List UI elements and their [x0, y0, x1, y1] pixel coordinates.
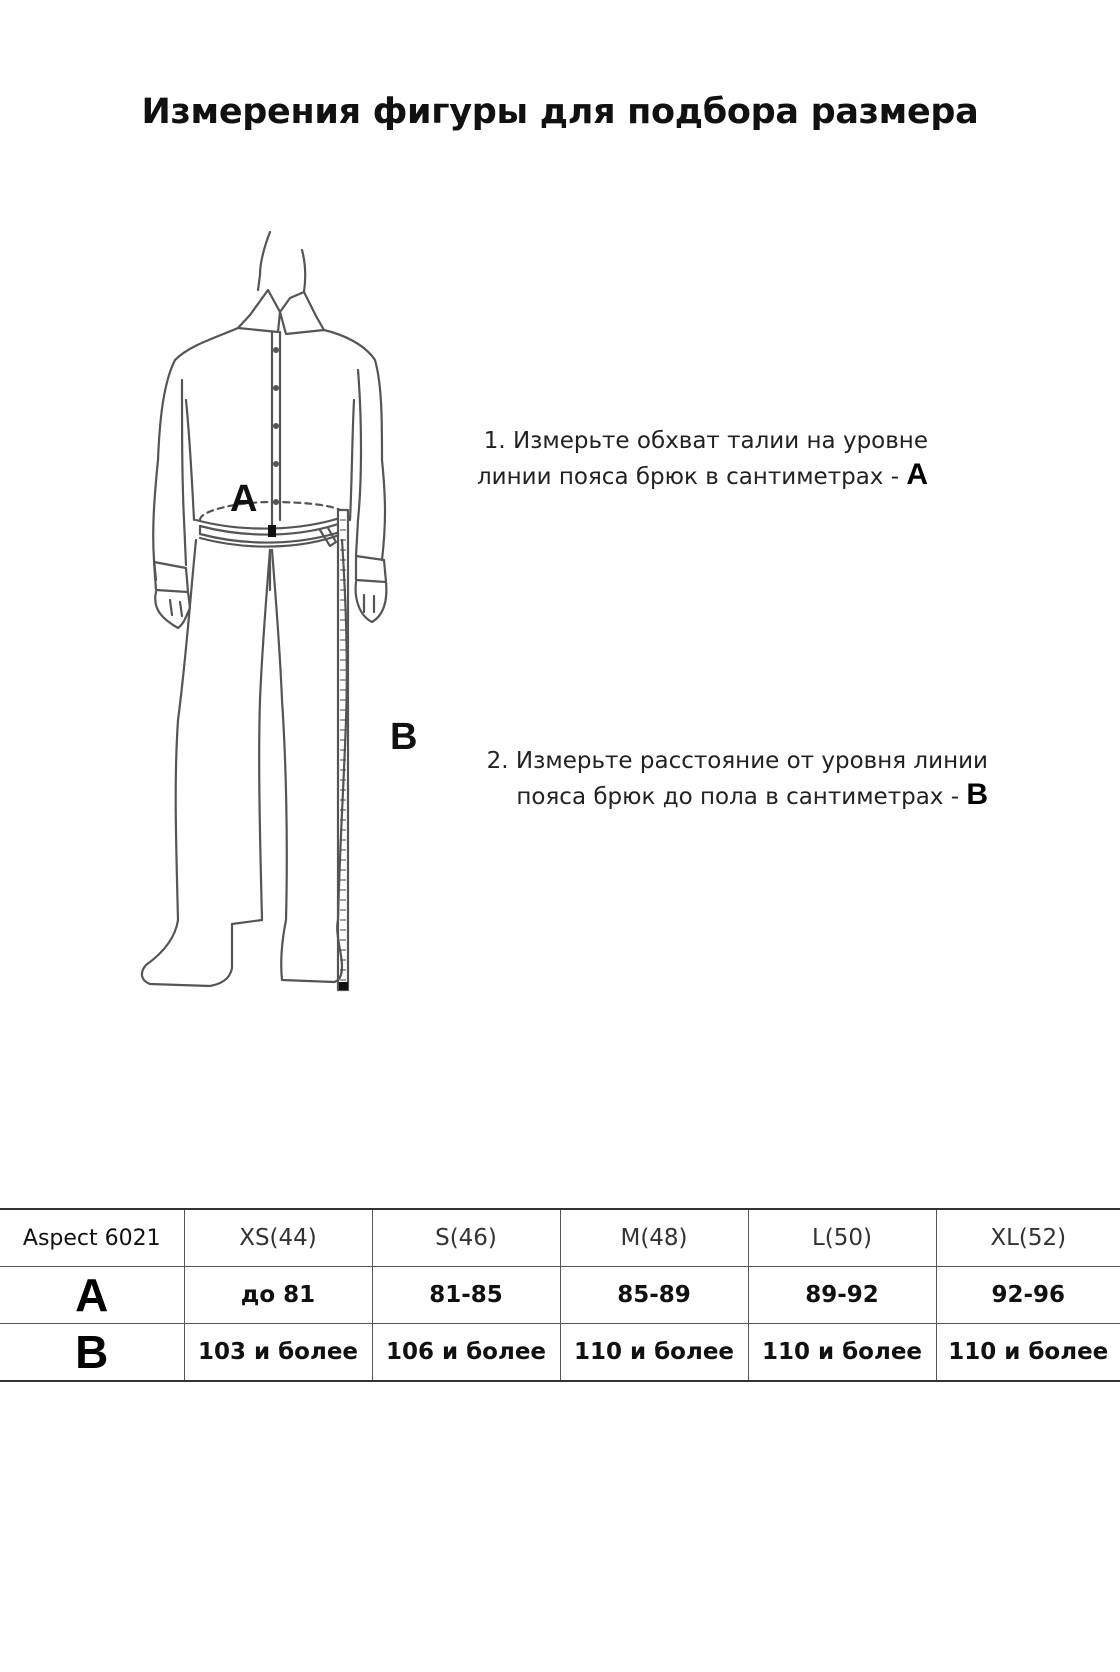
value-cell: 103 и более: [184, 1324, 372, 1382]
table-row-b: [0, 1324, 1120, 1382]
step-2-mark: B: [966, 778, 988, 811]
row-label-b: B: [0, 1324, 184, 1382]
step-1-mark: A: [906, 458, 928, 491]
table-row-a: [0, 1267, 1120, 1324]
size-header-cell: S(46): [372, 1209, 560, 1267]
value-cell: 89-92: [748, 1267, 936, 1324]
size-header-cell: M(48): [560, 1209, 748, 1267]
value-cell: 92-96: [936, 1267, 1120, 1324]
value-cell: 85-89: [560, 1267, 748, 1324]
value-cell: 110 и более: [560, 1324, 748, 1382]
size-table: [0, 1208, 1120, 1382]
step-1-line-1: 1. Измерьте обхват талии на уровне: [483, 428, 928, 454]
value-cell: 106 и более: [372, 1324, 560, 1382]
figure-label-b: B: [390, 716, 418, 758]
step-1-line-2: линии пояса брюк в сантиметрах -: [476, 464, 900, 490]
row-label-a: A: [0, 1267, 184, 1324]
table-header-row: [0, 1209, 1120, 1267]
size-header-cell: XL(52): [936, 1209, 1120, 1267]
page-title: Измерения фигуры для подбора размера: [141, 92, 979, 132]
step-2-line-2: пояса брюк до пола в сантиметрах -: [516, 784, 960, 810]
man-figure-illustration: [120, 220, 480, 1080]
size-header-cell: L(50): [748, 1209, 936, 1267]
value-cell: до 81: [184, 1267, 372, 1324]
size-header-cell: XS(44): [184, 1209, 372, 1267]
instruction-step-1: [477, 424, 928, 494]
step-2-line-1: 2. Измерьте расстояние от уровня линии: [486, 748, 988, 774]
value-cell: 110 и более: [748, 1324, 936, 1382]
figure-label-a: A: [230, 478, 258, 520]
instruction-step-2: [487, 744, 988, 814]
value-cell: 81-85: [372, 1267, 560, 1324]
value-cell: 110 и более: [936, 1324, 1120, 1382]
model-name-cell: Aspect 6021: [0, 1209, 184, 1267]
